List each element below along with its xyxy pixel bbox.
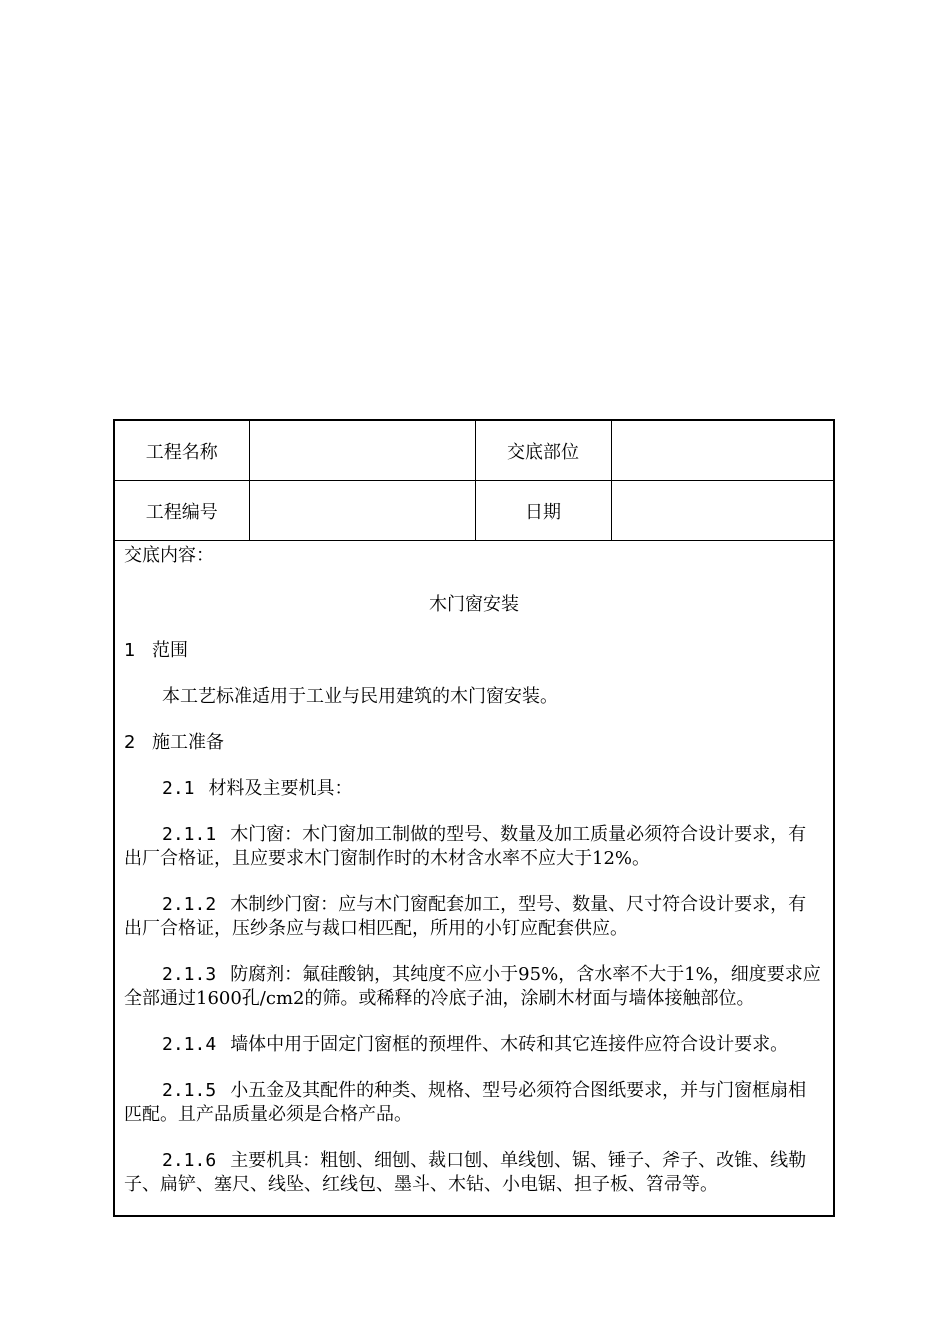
- item-text: 墙体中用于固定门窗框的预埋件、木砖和其它连接件应符合设计要求。: [230, 1034, 789, 1055]
- item-text: 防腐剂：氟硅酸钠，其纯度不应小于95%，含水率不大于1%，细度要求应全部通过1600孔/cm2的筛。或稀释的冷底子油，涂刷木材面与墙体接触部位。: [124, 964, 821, 1009]
- item-text: 木制纱门窗：应与木门窗配套加工，型号、数量、尺寸符合设计要求，有出厂合格证，压纱条应与裁口相匹配，所用的小钉应配套供应。: [124, 894, 807, 939]
- handover-part-field[interactable]: [611, 421, 833, 481]
- project-no-label: 工程编号: [115, 481, 249, 541]
- document-title: 木门窗安装: [429, 594, 519, 615]
- header-table: [115, 421, 833, 541]
- item-2-1-5: [124, 1079, 833, 1127]
- item-text: 主要机具：粗刨、细刨、裁口刨、单线刨、锯、锤子、斧子、改锥、线勒子、扁铲、塞尺、线坠、红线包、墨斗、木钻、小电锯、担子板、笤帚等。: [124, 1150, 807, 1195]
- date-field[interactable]: [611, 481, 833, 541]
- section-title: 施工准备: [152, 732, 224, 753]
- item-text: 木门窗：木门窗加工制做的型号、数量及加工质量必须符合设计要求，有出厂合格证，且应要求木门窗制作时的木材含水率不应大于12%。: [124, 824, 807, 869]
- header-row-1: [115, 421, 833, 481]
- item-number: 2.1.4: [162, 1034, 217, 1055]
- item-2-1-2: [124, 893, 833, 941]
- scope-paragraph: 本工艺标准适用于工业与民用建筑的木门窗安装。: [162, 686, 558, 707]
- item-2-1-1: [124, 823, 833, 871]
- item-number: 2.1.2: [162, 894, 217, 915]
- item-2-1: [124, 777, 833, 801]
- section-heading-preparation: [124, 731, 833, 755]
- date-label: 日期: [475, 481, 611, 541]
- item-2-1-6: [124, 1149, 833, 1197]
- item-text: 材料及主要机具：: [208, 778, 353, 799]
- item-text: 小五金及其配件的种类、规格、型号必须符合图纸要求，并与门窗框扇相匹配。且产品质量必须是合格产品。: [124, 1080, 807, 1125]
- handover-part-label: 交底部位: [475, 421, 611, 481]
- header-row-2: [115, 481, 833, 541]
- item-2-1-3: [124, 963, 833, 1011]
- section-heading-scope: [124, 639, 833, 663]
- item-number: 2.1: [162, 778, 195, 799]
- item-number: 2.1.6: [162, 1150, 217, 1171]
- project-no-field[interactable]: [249, 481, 475, 541]
- item-2-1-4: [124, 1033, 833, 1057]
- handover-sheet: [113, 419, 835, 1217]
- section-number: 1: [124, 640, 136, 661]
- item-number: 2.1.3: [162, 964, 217, 985]
- project-name-label: 工程名称: [115, 421, 249, 481]
- content-label: 交底内容：: [124, 545, 214, 566]
- section-number: 2: [124, 732, 136, 753]
- handover-content: [115, 544, 833, 1197]
- item-number: 2.1.5: [162, 1080, 217, 1101]
- project-name-field[interactable]: [249, 421, 475, 481]
- item-number: 2.1.1: [162, 824, 217, 845]
- section-title: 范围: [152, 640, 188, 661]
